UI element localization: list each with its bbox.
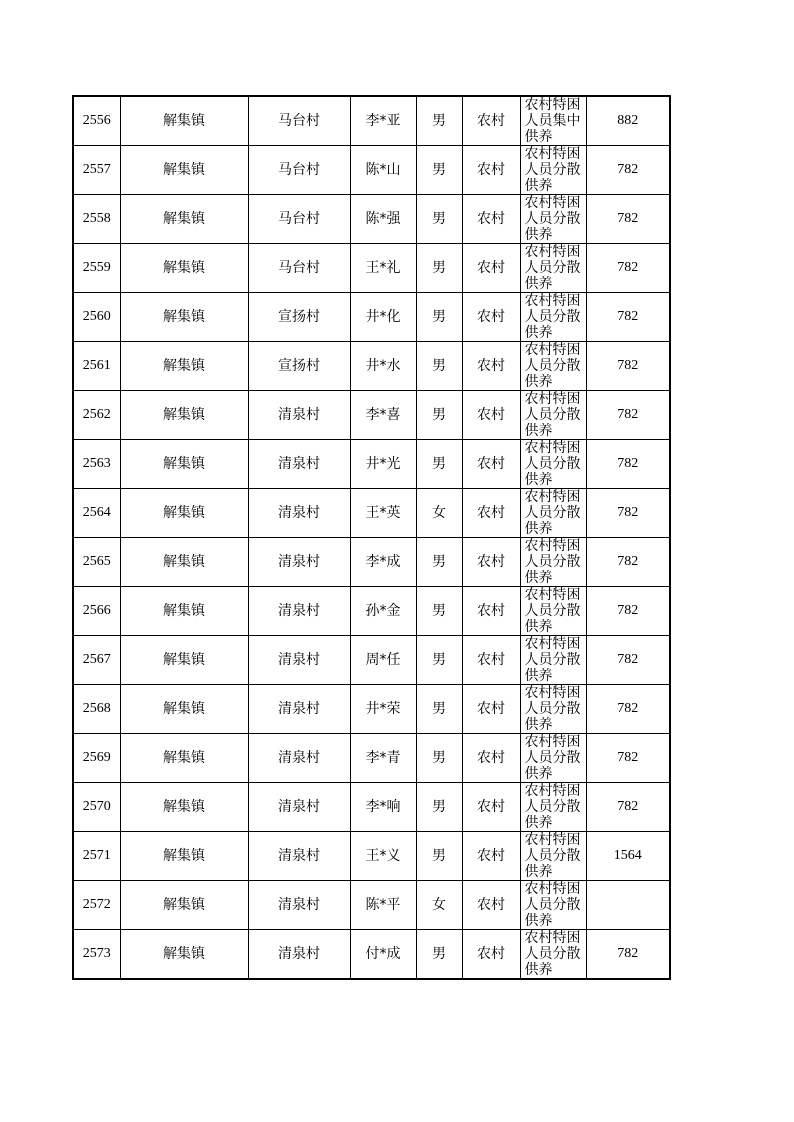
cell-name: 李*响 [350,783,416,832]
cell-gender: 女 [416,489,462,538]
cell-name: 王*义 [350,832,416,881]
cell-area: 农村 [462,636,520,685]
cell-town: 解集镇 [120,489,248,538]
cell-gender: 男 [416,734,462,783]
support-type-text: 农村特困人员分散供养 [524,440,581,488]
cell-support-type [520,832,586,881]
cell-village: 清泉村 [248,538,350,587]
cell-name: 陈*强 [350,195,416,244]
cell-name: 周*任 [350,636,416,685]
cell-area: 农村 [462,244,520,293]
cell-area: 农村 [462,881,520,930]
cell-support-type [520,685,586,734]
cell-support-type [520,636,586,685]
cell-village: 清泉村 [248,440,350,489]
cell-gender: 男 [416,930,462,980]
cell-village: 清泉村 [248,587,350,636]
cell-area: 农村 [462,538,520,587]
cell-village: 清泉村 [248,930,350,980]
cell-area: 农村 [462,587,520,636]
cell-name: 李*成 [350,538,416,587]
support-type-text: 农村特困人员分散供养 [524,587,581,635]
cell-id: 2566 [73,587,120,636]
table-row [73,146,670,195]
cell-gender: 男 [416,342,462,391]
cell-village: 清泉村 [248,881,350,930]
cell-amount: 782 [586,195,670,244]
cell-village: 宣扬村 [248,342,350,391]
table-row [73,832,670,881]
cell-gender: 男 [416,685,462,734]
cell-area: 农村 [462,930,520,980]
cell-name: 陈*山 [350,146,416,195]
cell-support-type [520,96,586,146]
cell-gender: 男 [416,146,462,195]
cell-amount: 782 [586,244,670,293]
cell-town: 解集镇 [120,538,248,587]
cell-town: 解集镇 [120,783,248,832]
cell-town: 解集镇 [120,342,248,391]
cell-amount: 1564 [586,832,670,881]
cell-amount: 782 [586,489,670,538]
cell-area: 农村 [462,96,520,146]
cell-name: 付*成 [350,930,416,980]
cell-village: 马台村 [248,195,350,244]
cell-village: 清泉村 [248,832,350,881]
cell-area: 农村 [462,293,520,342]
cell-amount: 782 [586,538,670,587]
cell-gender: 男 [416,391,462,440]
support-type-text: 农村特困人员分散供养 [524,195,581,243]
cell-village: 清泉村 [248,489,350,538]
cell-support-type [520,244,586,293]
cell-id: 2557 [73,146,120,195]
cell-village: 清泉村 [248,636,350,685]
cell-amount: 782 [586,930,670,980]
cell-town: 解集镇 [120,881,248,930]
support-type-text: 农村特困人员分散供养 [524,783,581,831]
cell-gender: 男 [416,293,462,342]
cell-gender: 男 [416,538,462,587]
cell-support-type [520,440,586,489]
table-body [73,96,670,979]
cell-area: 农村 [462,440,520,489]
cell-amount: 782 [586,783,670,832]
cell-name: 孙*金 [350,587,416,636]
cell-support-type [520,391,586,440]
cell-village: 清泉村 [248,391,350,440]
cell-id: 2573 [73,930,120,980]
cell-gender: 男 [416,195,462,244]
cell-id: 2556 [73,96,120,146]
cell-id: 2560 [73,293,120,342]
cell-name: 李*喜 [350,391,416,440]
cell-support-type [520,587,586,636]
table-row [73,293,670,342]
table-row [73,342,670,391]
cell-town: 解集镇 [120,734,248,783]
table-row [73,685,670,734]
cell-area: 农村 [462,195,520,244]
cell-gender: 男 [416,636,462,685]
cell-gender: 男 [416,244,462,293]
cell-id: 2562 [73,391,120,440]
table-row [73,538,670,587]
cell-area: 农村 [462,734,520,783]
cell-name: 井*荣 [350,685,416,734]
cell-town: 解集镇 [120,930,248,980]
cell-village: 马台村 [248,244,350,293]
cell-id: 2568 [73,685,120,734]
support-type-text: 农村特困人员分散供养 [524,489,581,537]
cell-area: 农村 [462,146,520,195]
cell-support-type [520,734,586,783]
cell-id: 2567 [73,636,120,685]
cell-name: 李*亚 [350,96,416,146]
cell-area: 农村 [462,832,520,881]
cell-support-type [520,538,586,587]
table-row [73,636,670,685]
cell-name: 井*光 [350,440,416,489]
support-type-text: 农村特困人员分散供养 [524,342,581,390]
cell-support-type [520,146,586,195]
support-type-text: 农村特困人员分散供养 [524,538,581,586]
cell-id: 2561 [73,342,120,391]
cell-town: 解集镇 [120,636,248,685]
cell-name: 王*英 [350,489,416,538]
cell-town: 解集镇 [120,195,248,244]
table-row [73,391,670,440]
cell-area: 农村 [462,685,520,734]
cell-name: 王*礼 [350,244,416,293]
table-row [73,195,670,244]
cell-amount: 782 [586,636,670,685]
cell-town: 解集镇 [120,96,248,146]
support-type-text: 农村特困人员分散供养 [524,293,581,341]
cell-area: 农村 [462,783,520,832]
cell-amount: 782 [586,440,670,489]
cell-town: 解集镇 [120,293,248,342]
table-row [73,440,670,489]
cell-gender: 男 [416,783,462,832]
cell-amount: 782 [586,587,670,636]
cell-village: 马台村 [248,146,350,195]
table-row [73,489,670,538]
cell-id: 2563 [73,440,120,489]
cell-support-type [520,930,586,980]
cell-amount: 782 [586,685,670,734]
cell-support-type [520,342,586,391]
cell-id: 2564 [73,489,120,538]
cell-name: 陈*平 [350,881,416,930]
cell-id: 2565 [73,538,120,587]
cell-amount: 782 [586,293,670,342]
support-type-text: 农村特困人员分散供养 [524,734,581,782]
cell-support-type [520,489,586,538]
cell-area: 农村 [462,342,520,391]
support-type-text: 农村特困人员分散供养 [524,146,581,194]
support-type-text: 农村特困人员分散供养 [524,685,581,733]
cell-town: 解集镇 [120,244,248,293]
cell-id: 2569 [73,734,120,783]
cell-support-type [520,195,586,244]
cell-name: 李*青 [350,734,416,783]
table-row [73,244,670,293]
cell-id: 2558 [73,195,120,244]
cell-area: 农村 [462,489,520,538]
cell-amount: 782 [586,146,670,195]
cell-amount [586,881,670,930]
cell-amount: 882 [586,96,670,146]
cell-village: 宣扬村 [248,293,350,342]
cell-town: 解集镇 [120,146,248,195]
cell-gender: 男 [416,832,462,881]
cell-id: 2559 [73,244,120,293]
support-type-text: 农村特困人员分散供养 [524,244,581,292]
support-type-text: 农村特困人员分散供养 [524,636,581,684]
cell-town: 解集镇 [120,440,248,489]
support-type-text: 农村特困人员分散供养 [524,832,581,880]
cell-village: 清泉村 [248,685,350,734]
cell-village: 马台村 [248,96,350,146]
support-type-text: 农村特困人员分散供养 [524,881,581,929]
cell-id: 2572 [73,881,120,930]
cell-gender: 男 [416,96,462,146]
cell-support-type [520,881,586,930]
cell-id: 2571 [73,832,120,881]
cell-name: 井*水 [350,342,416,391]
support-type-text: 农村特困人员分散供养 [524,391,581,439]
cell-gender: 男 [416,440,462,489]
table-row [73,96,670,146]
cell-support-type [520,293,586,342]
cell-town: 解集镇 [120,587,248,636]
cell-town: 解集镇 [120,391,248,440]
table-row [73,587,670,636]
cell-area: 农村 [462,391,520,440]
cell-support-type [520,783,586,832]
cell-town: 解集镇 [120,832,248,881]
support-type-text: 农村特困人员集中供养 [524,97,581,145]
cell-amount: 782 [586,391,670,440]
cell-id: 2570 [73,783,120,832]
cell-amount: 782 [586,734,670,783]
cell-town: 解集镇 [120,685,248,734]
beneficiary-table [72,95,671,980]
support-type-text: 农村特困人员分散供养 [524,930,581,978]
cell-village: 清泉村 [248,734,350,783]
table-row [73,881,670,930]
cell-amount: 782 [586,342,670,391]
cell-name: 井*化 [350,293,416,342]
cell-gender: 男 [416,587,462,636]
cell-gender: 女 [416,881,462,930]
table-row [73,783,670,832]
table-row [73,734,670,783]
cell-village: 清泉村 [248,783,350,832]
table-row [73,930,670,980]
